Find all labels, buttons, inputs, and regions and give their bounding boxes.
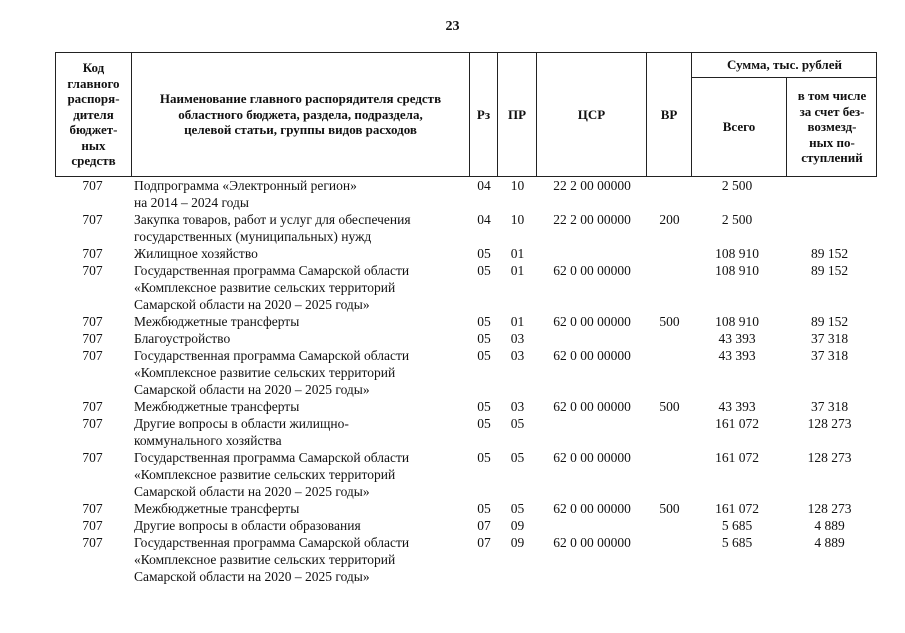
header-code: Код главного распоря- дителя бюджет- ных средств bbox=[67, 60, 120, 169]
cell-rz: 04 bbox=[477, 212, 491, 227]
cell-rz: 05 bbox=[477, 399, 491, 414]
cell-total: 5 685 bbox=[721, 535, 753, 550]
cell-csr: 22 2 00 00000 bbox=[553, 212, 631, 227]
header-vr: ВР bbox=[660, 106, 678, 122]
table-row bbox=[55, 347, 877, 398]
cell-pr: 09 bbox=[510, 535, 525, 550]
cell-name: Межбюджетные трансферты bbox=[134, 314, 300, 329]
cell-rz: 04 bbox=[477, 178, 491, 193]
table-row bbox=[55, 415, 877, 449]
cell-pr: 03 bbox=[510, 348, 525, 363]
cell-pr: 03 bbox=[510, 331, 525, 346]
cell-pr: 10 bbox=[510, 178, 525, 193]
cell-csr: 62 0 00 00000 bbox=[553, 399, 631, 414]
cell-total: 5 685 bbox=[721, 518, 753, 533]
cell-pr: 01 bbox=[510, 263, 525, 278]
table-row bbox=[55, 517, 877, 534]
cell-incl: 4 889 bbox=[814, 535, 845, 550]
cell-csr: 62 0 00 00000 bbox=[553, 263, 631, 278]
cell-vr: 500 bbox=[659, 314, 680, 329]
cell-code: 707 bbox=[82, 212, 103, 227]
cell-rz: 05 bbox=[477, 331, 491, 346]
cell-total: 108 910 bbox=[715, 263, 759, 278]
cell-total: 161 072 bbox=[715, 450, 759, 465]
cell-rz: 05 bbox=[477, 501, 491, 516]
cell-code: 707 bbox=[82, 263, 103, 278]
table-row bbox=[55, 500, 877, 517]
cell-csr: 22 2 00 00000 bbox=[553, 178, 631, 193]
cell-incl: 37 318 bbox=[810, 348, 849, 363]
cell-name: Государственная программа Самарской области «Комплексное развитие сельских территорий Самарской области на 2020 – 2025 годы» bbox=[134, 263, 410, 312]
cell-pr: 01 bbox=[510, 246, 525, 261]
cell-pr: 05 bbox=[510, 416, 525, 431]
header-total: Всего bbox=[722, 119, 756, 135]
cell-code: 707 bbox=[82, 518, 103, 533]
cell-rz: 07 bbox=[477, 518, 491, 533]
cell-total: 108 910 bbox=[715, 314, 759, 329]
cell-vr: 500 bbox=[659, 501, 680, 516]
cell-total: 2 500 bbox=[721, 212, 753, 227]
table-row bbox=[55, 262, 877, 313]
cell-name: Подпрограмма «Электронный регион» на 2014 – 2024 годы bbox=[134, 178, 357, 210]
cell-code: 707 bbox=[82, 535, 103, 550]
cell-code: 707 bbox=[82, 501, 103, 516]
cell-incl: 89 152 bbox=[810, 314, 849, 329]
cell-rz: 05 bbox=[477, 314, 491, 329]
table-row bbox=[55, 211, 877, 245]
cell-code: 707 bbox=[82, 450, 103, 465]
cell-incl: 89 152 bbox=[810, 263, 849, 278]
cell-vr: 500 bbox=[659, 399, 680, 414]
cell-name: Государственная программа Самарской области «Комплексное развитие сельских территорий Самарской области на 2020 – 2025 годы» bbox=[134, 348, 410, 397]
cell-csr: 62 0 00 00000 bbox=[553, 348, 631, 363]
header-incl: в том числе за счет без- возмезд- ных по- ступлений bbox=[797, 88, 867, 166]
cell-pr: 05 bbox=[510, 501, 525, 516]
cell-rz: 07 bbox=[477, 535, 491, 550]
cell-pr: 09 bbox=[510, 518, 525, 533]
header-csr: ЦСР bbox=[577, 106, 606, 122]
cell-rz: 05 bbox=[477, 263, 491, 278]
cell-incl: 4 889 bbox=[814, 518, 845, 533]
cell-pr: 10 bbox=[510, 212, 525, 227]
cell-total: 108 910 bbox=[715, 246, 759, 261]
cell-name: Государственная программа Самарской области «Комплексное развитие сельских территорий Самарской области на 2020 – 2025 годы» bbox=[134, 535, 410, 584]
cell-name: Жилищное хозяйство bbox=[134, 246, 258, 261]
cell-code: 707 bbox=[82, 348, 103, 363]
cell-total: 2 500 bbox=[721, 178, 753, 193]
cell-total: 43 393 bbox=[718, 331, 756, 346]
page-number: 23 bbox=[445, 19, 460, 34]
table-row bbox=[55, 449, 877, 500]
cell-csr: 62 0 00 00000 bbox=[553, 535, 631, 550]
cell-incl: 128 273 bbox=[807, 450, 852, 465]
cell-pr: 05 bbox=[510, 450, 525, 465]
table-row bbox=[55, 330, 877, 347]
header-pr: ПР bbox=[507, 106, 527, 122]
cell-rz: 05 bbox=[477, 416, 491, 431]
cell-csr: 62 0 00 00000 bbox=[553, 314, 631, 329]
table-header bbox=[55, 52, 877, 177]
cell-name: Межбюджетные трансферты bbox=[134, 399, 300, 414]
table-row bbox=[55, 177, 877, 211]
table-row bbox=[55, 313, 877, 330]
table-row bbox=[55, 398, 877, 415]
cell-name: Закупка товаров, работ и услуг для обеспечения государственных (муниципальных) нужд bbox=[134, 212, 411, 244]
cell-rz: 05 bbox=[477, 450, 491, 465]
cell-rz: 05 bbox=[477, 348, 491, 363]
cell-name: Другие вопросы в области образования bbox=[134, 518, 361, 533]
cell-total: 161 072 bbox=[715, 501, 759, 516]
cell-name: Благоустройство bbox=[134, 331, 231, 346]
cell-pr: 01 bbox=[510, 314, 525, 329]
cell-name: Государственная программа Самарской области «Комплексное развитие сельских территорий Самарской области на 2020 – 2025 годы» bbox=[134, 450, 410, 499]
cell-incl: 37 318 bbox=[810, 331, 849, 346]
table-row bbox=[55, 245, 877, 262]
cell-rz: 05 bbox=[477, 246, 491, 261]
table-body bbox=[55, 177, 877, 585]
cell-code: 707 bbox=[82, 331, 103, 346]
cell-name: Другие вопросы в области жилищно- коммунального хозяйства bbox=[134, 416, 349, 448]
cell-code: 707 bbox=[82, 416, 103, 431]
cell-code: 707 bbox=[82, 178, 103, 193]
cell-total: 161 072 bbox=[715, 416, 759, 431]
cell-vr: 200 bbox=[659, 212, 680, 227]
header-rz: Рз bbox=[476, 106, 491, 122]
cell-incl: 128 273 bbox=[807, 501, 852, 516]
header-sum: Сумма, тыс. рублей bbox=[727, 57, 842, 73]
cell-csr: 62 0 00 00000 bbox=[553, 450, 631, 465]
cell-code: 707 bbox=[82, 399, 103, 414]
cell-incl: 128 273 bbox=[807, 416, 852, 431]
cell-pr: 03 bbox=[510, 399, 525, 414]
cell-incl: 89 152 bbox=[810, 246, 849, 261]
cell-total: 43 393 bbox=[718, 348, 756, 363]
cell-incl: 37 318 bbox=[810, 399, 849, 414]
cell-csr: 62 0 00 00000 bbox=[553, 501, 631, 516]
cell-code: 707 bbox=[82, 246, 103, 261]
cell-code: 707 bbox=[82, 314, 103, 329]
header-name: Наименование главного распорядителя средств областного бюджета, раздела, подраздела, целевой статьи, группы видов расходов bbox=[159, 91, 442, 138]
table-row bbox=[55, 534, 877, 585]
cell-name: Межбюджетные трансферты bbox=[134, 501, 300, 516]
cell-total: 43 393 bbox=[718, 399, 756, 414]
